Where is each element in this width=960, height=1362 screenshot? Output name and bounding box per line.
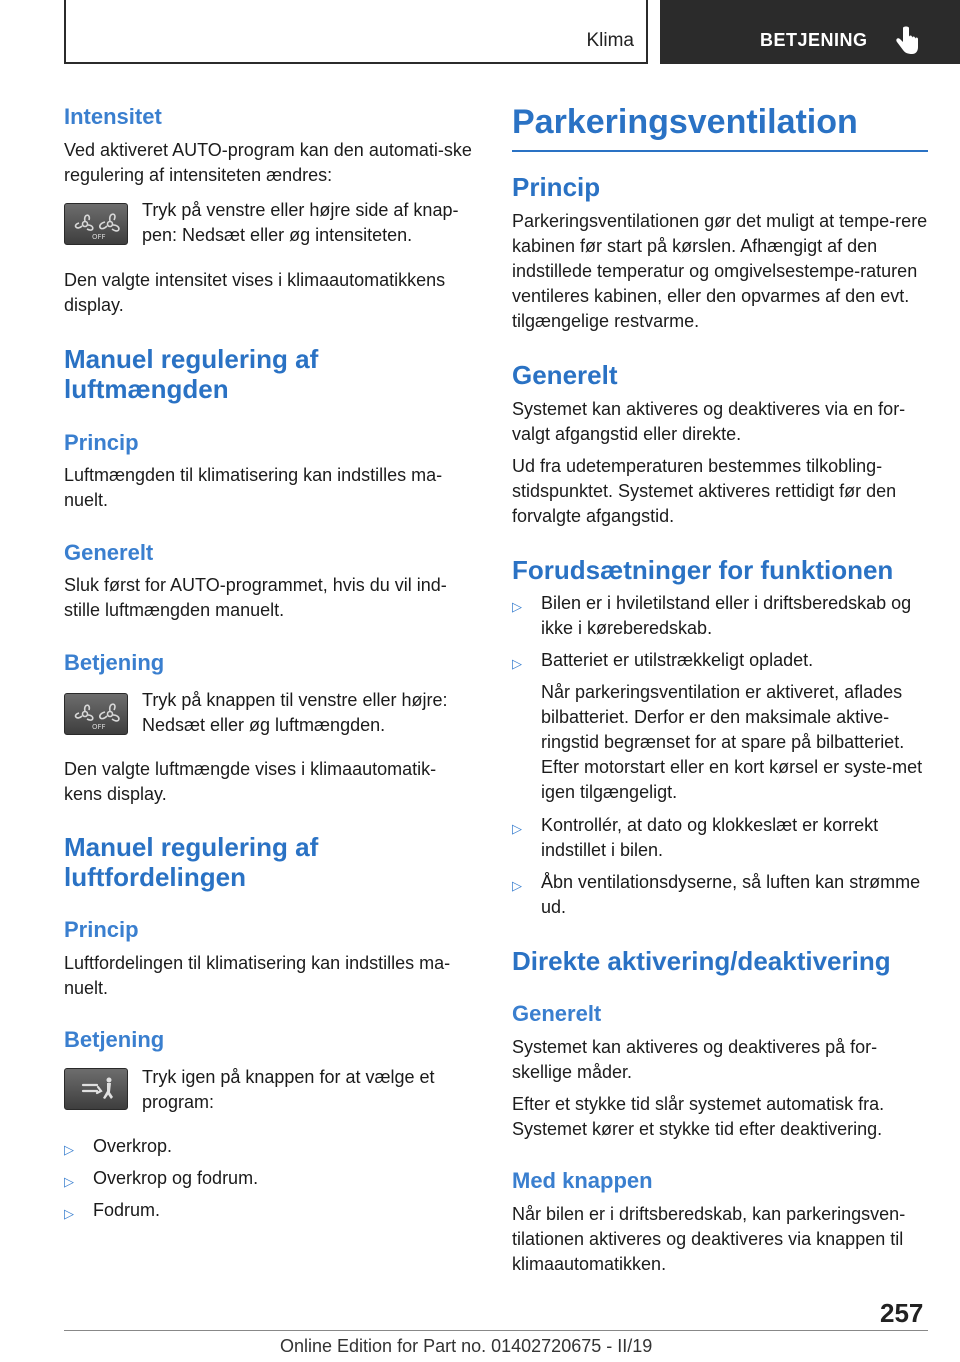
luftmaengde-heading-2: luftmængden (64, 374, 229, 404)
generelt-text-1: Systemet kan aktiveres og deaktiveres via en for-valgt afgangstid eller direkte. (512, 399, 906, 444)
direkte-generelt-text-1: Systemet kan aktiveres og deaktiveres på for-skellige måder. (512, 1037, 878, 1082)
svg-text:OFF: OFF (92, 233, 106, 241)
luftmaengde-princip-text: Luftmængden til klimatisering kan indstilles ma-nuelt. (64, 465, 443, 510)
luftmaengde-generelt-text: Sluk først for AUTO-programmet, hvis du vil ind-stille luftmængden manuelt. (64, 575, 447, 620)
main-title: Parkeringsventilation (512, 102, 928, 152)
page-number: 257 (880, 1298, 924, 1328)
fan-speed-buttons-icon (64, 693, 128, 735)
direkte-generelt-text-2: Efter et stykke tid slår systemet automatisk fra. Systemet kører et stykke tid efter deaktivering. (512, 1094, 885, 1139)
bullet-triangle-icon: ▷ (512, 656, 522, 671)
footer-edition: Online Edition for Part no. 01402720675 - II/19 (280, 1336, 653, 1356)
luftmaengde-generelt-heading: Generelt (64, 540, 154, 565)
bullet-triangle-icon: ▷ (512, 599, 522, 614)
luftmaengde-display-text: Den valgte luftmængde vises i klimaautomatik-kens display. (64, 759, 437, 804)
luftfordeling-heading-1: Manuel regulering af (64, 832, 319, 862)
header-chapter-box (660, 0, 960, 64)
bullet-triangle-icon: ▷ (64, 1174, 74, 1189)
intensitet-text: Ved aktiveret AUTO-program kan den automati-ske regulering af intensiteten ændres: (64, 140, 472, 185)
med-knappen-text: Når bilen er i driftsberedskab, kan parkeringsven-tilationen aktiveres og deaktiveres via knappen til klimaautomatikken. (512, 1204, 906, 1274)
footer-divider (64, 1330, 928, 1331)
bullet-triangle-icon: ▷ (64, 1206, 74, 1221)
luftfordeling-betjening-icon-text: Tryk igen på knappen for at vælge et program: (142, 1067, 435, 1112)
luftfordeling-betjening-heading: Betjening (64, 1027, 165, 1052)
intensitet-heading: Intensitet (64, 104, 162, 129)
header-chapter: BETJENING (760, 30, 868, 50)
direkte-generelt-heading: Generelt (512, 1001, 602, 1026)
bullet-triangle-icon: ▷ (512, 821, 522, 836)
luftmaengde-heading-1: Manuel regulering af (64, 344, 319, 374)
bullet-triangle-icon: ▷ (64, 1142, 74, 1157)
luftmaengde-princip-heading: Princip (64, 430, 139, 455)
svg-text:OFF: OFF (92, 723, 106, 731)
intensitet-display-text: Den valgte intensitet vises i klimaautomatikkens display. (64, 270, 446, 315)
battery-note: Når parkeringsventilation er aktiveret, aflades bilbatteriet. Derfor er den maksimale aktive-ringstid begrænset for at spare på bilbatteriet. Efter motorstart eller en kort kørsel er syste-met igen tilgængeligt. (541, 682, 923, 802)
header-section-box (64, 0, 648, 64)
fan-speed-buttons-icon (64, 203, 128, 245)
med-knappen-heading: Med knappen (512, 1168, 653, 1193)
princip-heading: Princip (512, 172, 601, 202)
pointing-hand-icon (894, 26, 920, 56)
luftfordeling-heading-2: luftfordelingen (64, 862, 246, 892)
forudsaetninger-heading: Forudsætninger for funktionen (512, 555, 894, 585)
generelt-text-2: Ud fra udetemperaturen bestemmes tilkobling-stidspunktet. Systemet aktiveres rettidigt før den forvalgte afgangstid. (512, 456, 897, 526)
header-section: Klima (586, 30, 634, 51)
direkte-heading: Direkte aktivering/deaktivering (512, 946, 891, 976)
princip-text: Parkeringsventilationen gør det muligt at tempe-rere kabinen før start på kørslen. Afhængigt af den indstillede temperatur og omgivelsestempe-raturen ventileres kabinen, eller den opvarmes af den evt. tilgængelige restvarme. (512, 211, 928, 331)
luftmaengde-betjening-icon-text: Tryk på knappen til venstre eller højre: Nedsæt eller øg luftmængden. (142, 690, 448, 735)
luftfordeling-princip-heading: Princip (64, 917, 139, 942)
air-distribution-button-icon (64, 1068, 128, 1110)
generelt-heading: Generelt (512, 360, 618, 390)
intensitet-icon-text: Tryk på venstre eller højre side af knap-pen: Nedsæt eller øg intensiteten. (142, 200, 459, 245)
luftmaengde-betjening-heading: Betjening (64, 650, 165, 675)
luftfordeling-princip-text: Luftfordelingen til klimatisering kan indstilles ma-nuelt. (64, 953, 451, 998)
bullet-triangle-icon: ▷ (512, 878, 522, 893)
